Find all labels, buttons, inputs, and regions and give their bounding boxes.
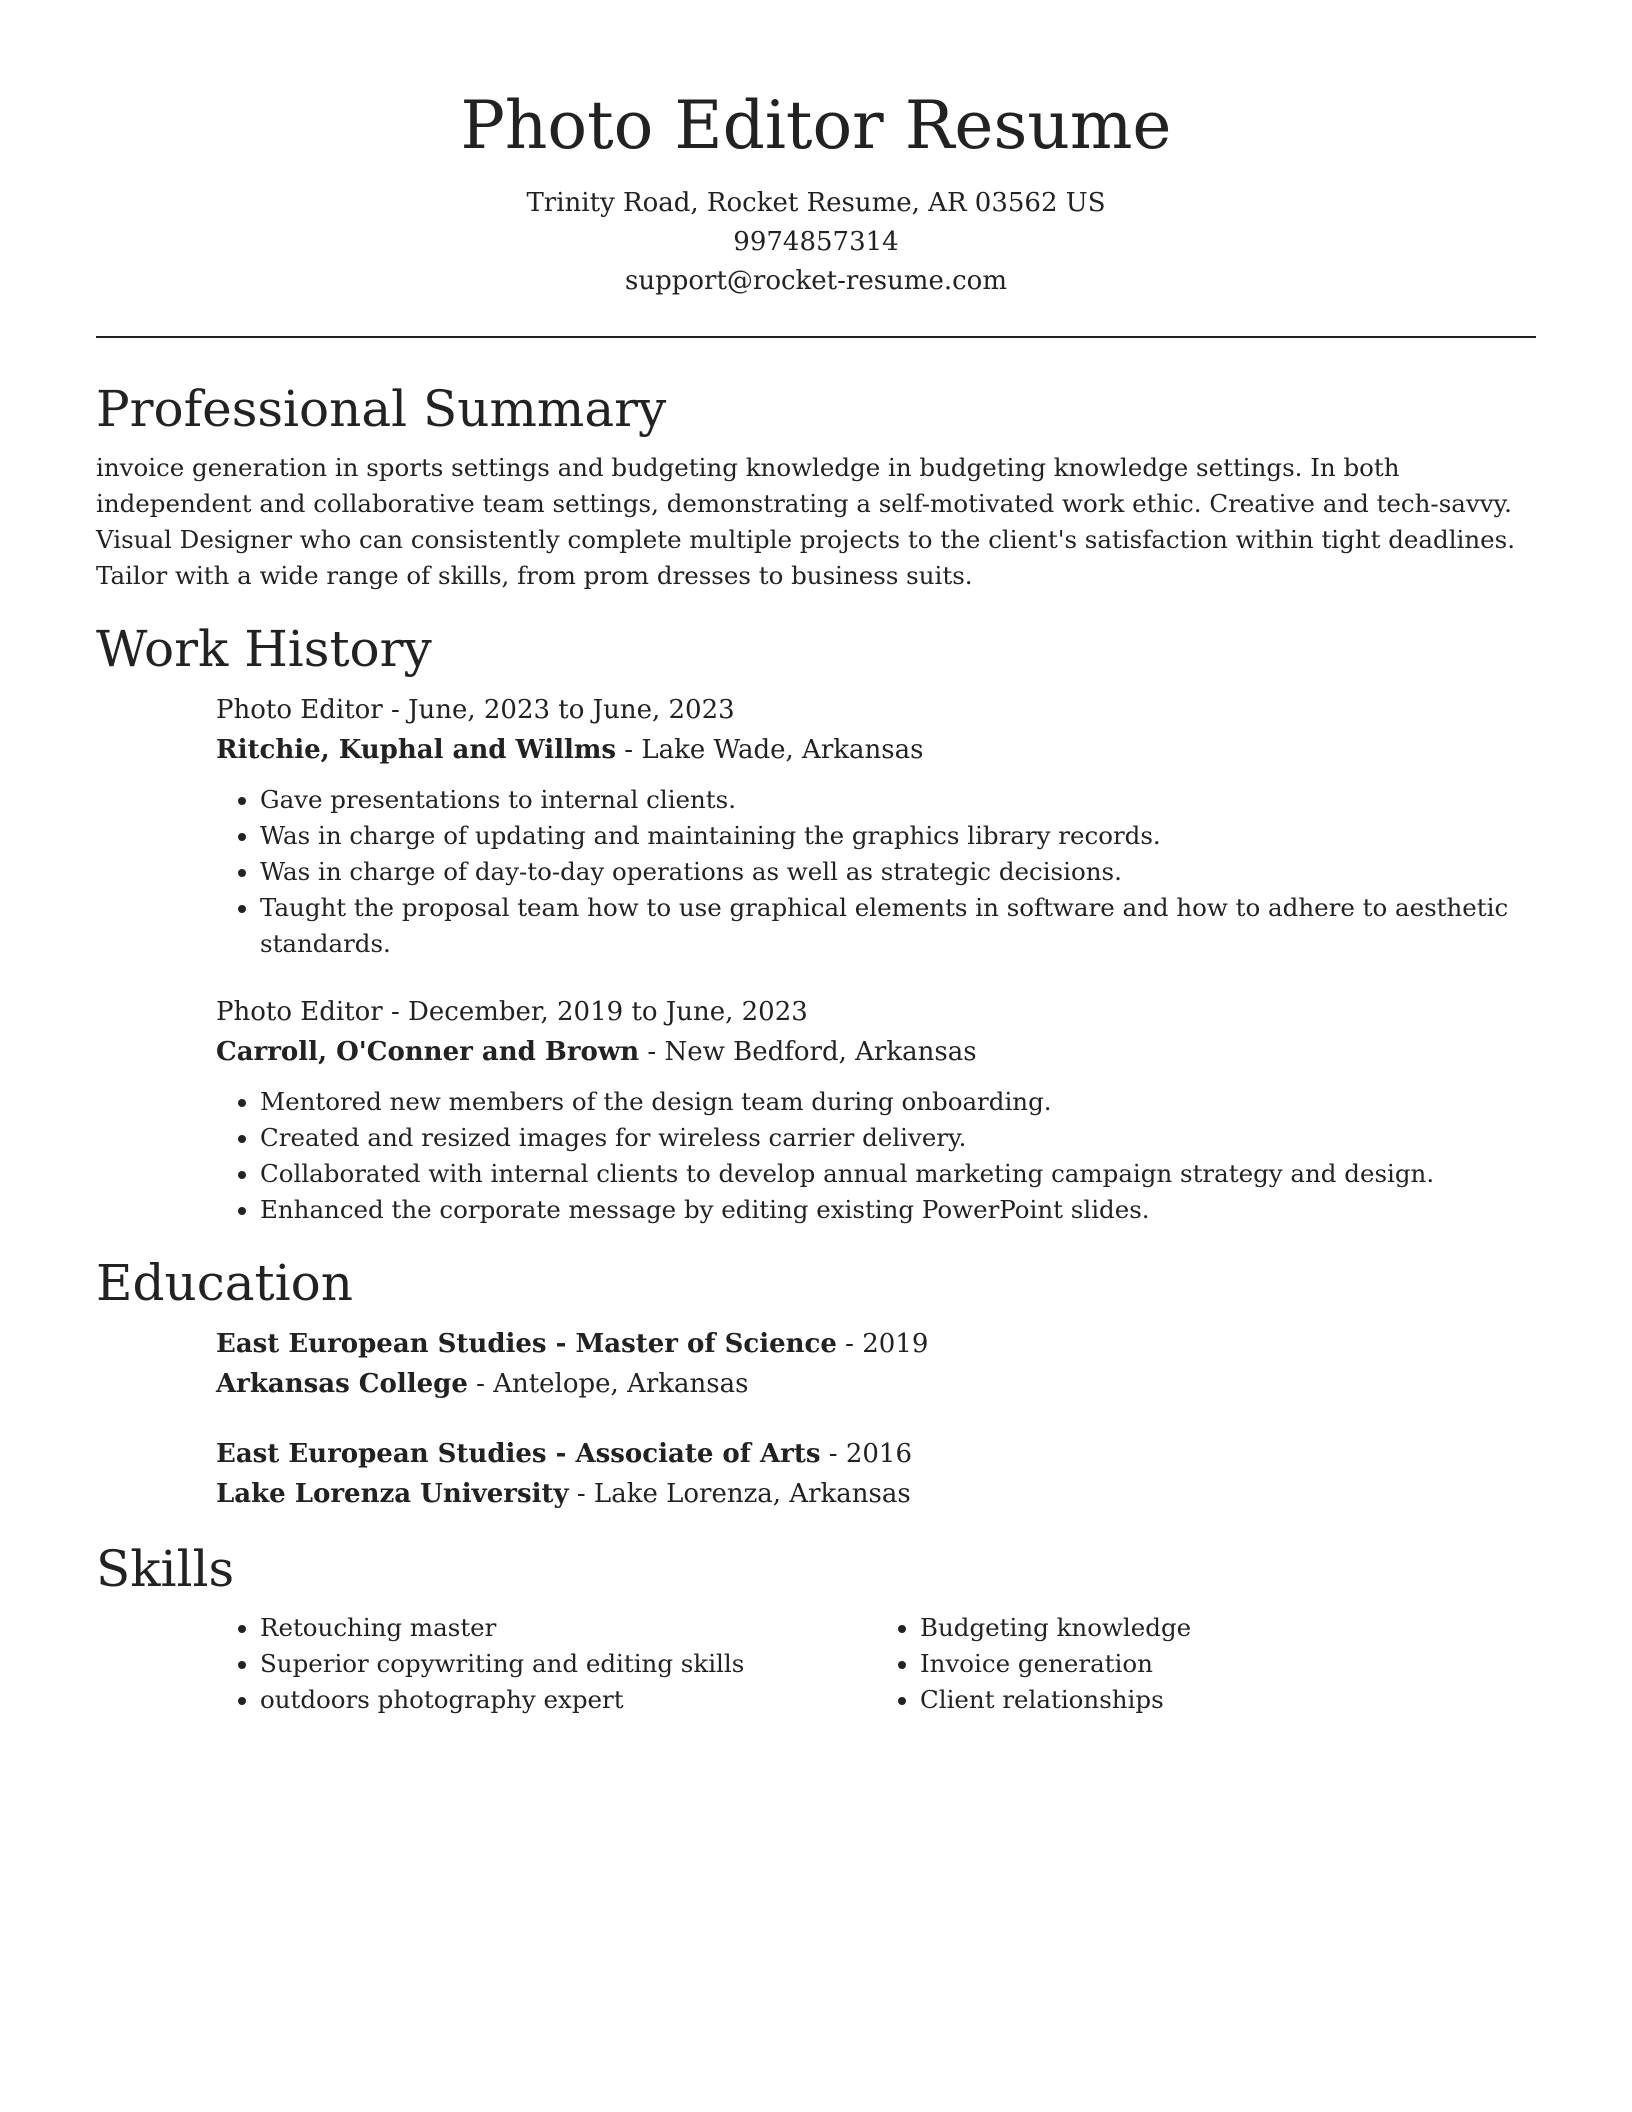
job-location: - Lake Wade, Arkansas	[616, 735, 924, 765]
job-bullet: • Collaborated with internal clients to develop annual marketing campaign strategy and design.	[260, 1156, 1536, 1192]
skill-item: • Superior copywriting and editing skills	[260, 1646, 876, 1682]
job-company-line	[216, 1032, 1536, 1072]
skills-section	[96, 1538, 1536, 1718]
education-school: Lake Lorenza University	[216, 1479, 569, 1509]
skill-item: • Retouching master	[260, 1610, 876, 1646]
job-role: Photo Editor	[216, 695, 383, 725]
education-location: - Lake Lorenza, Arkansas	[568, 1479, 911, 1509]
skill-item: • Invoice generation	[920, 1646, 1536, 1682]
job-bullet: • Taught the proposal team how to use graphical elements in software and how to adhere to aesthetic standards.	[260, 890, 1536, 962]
education-field: East European Studies	[216, 1439, 547, 1469]
job-entry	[216, 992, 1536, 1228]
resume-title: Photo Editor Resume	[460, 87, 1172, 164]
job-bullets	[216, 1084, 1536, 1228]
contact-phone: 9974857314	[733, 227, 899, 257]
job-dates: - June, 2023 to June, 2023	[382, 695, 735, 725]
job-company: Carroll, O'Conner and Brown	[216, 1037, 640, 1067]
contact-block	[96, 184, 1536, 301]
job-role: Photo Editor	[216, 997, 383, 1027]
summary-section	[96, 378, 1536, 594]
education-degree: - Associate of Arts	[546, 1439, 821, 1469]
job-bullet: • Mentored new members of the design team during onboarding.	[260, 1084, 1536, 1120]
contact-email: support@rocket-resume.com	[624, 266, 1007, 296]
skill-item: • Budgeting knowledge	[920, 1610, 1536, 1646]
summary-text: invoice generation in sports settings and budgeting knowledge in budgeting knowledge settings. In both independent and collaborative team settings, demonstrating a self-motivated work ethic. Creative and tech-savvy. Visual Designer who can consistently complete multiple projects to the client's satisfaction within tight deadlines. Tailor with a wide range of skills, from prom dresses to business suits.	[96, 453, 1516, 590]
resume-page	[96, 0, 1536, 1718]
job-bullet: • Gave presentations to internal clients.	[260, 782, 1536, 818]
education-heading: Education	[96, 1254, 353, 1312]
skills-heading: Skills	[96, 1540, 235, 1598]
education-school-line	[216, 1474, 1536, 1514]
skills-list-right	[876, 1610, 1536, 1718]
education-entry	[216, 1324, 1536, 1404]
work-heading: Work History	[96, 620, 432, 678]
education-field: East European Studies	[216, 1329, 547, 1359]
job-company-line	[216, 730, 1536, 770]
education-school: Arkansas College	[216, 1369, 468, 1399]
skills-list-left	[216, 1610, 876, 1718]
education-entry	[216, 1434, 1536, 1514]
header-divider	[96, 336, 1536, 338]
education-degree: - Master of Science	[546, 1329, 837, 1359]
job-bullet: • Was in charge of updating and maintaining the graphics library records.	[260, 818, 1536, 854]
job-bullet: • Created and resized images for wireless carrier delivery.	[260, 1120, 1536, 1156]
work-section	[96, 618, 1536, 1228]
skill-item: • outdoors photography expert	[260, 1682, 876, 1718]
education-degree-line	[216, 1324, 1536, 1364]
job-entry	[216, 690, 1536, 962]
job-title-line	[216, 690, 1536, 730]
job-bullet: • Enhanced the corporate message by editing existing PowerPoint slides.	[260, 1192, 1536, 1228]
education-section	[96, 1252, 1536, 1514]
education-degree-line	[216, 1434, 1536, 1474]
skills-grid	[216, 1610, 1536, 1718]
job-location: - New Bedford, Arkansas	[639, 1037, 977, 1067]
contact-address: Trinity Road, Rocket Resume, AR 03562 US	[526, 188, 1106, 218]
job-title-line	[216, 992, 1536, 1032]
summary-heading: Professional Summary	[96, 380, 667, 438]
job-dates: - December, 2019 to June, 2023	[382, 997, 808, 1027]
education-year: - 2019	[836, 1329, 929, 1359]
job-bullets	[216, 782, 1536, 962]
education-year: - 2016	[820, 1439, 913, 1469]
education-location: - Antelope, Arkansas	[467, 1369, 749, 1399]
skill-item: • Client relationships	[920, 1682, 1536, 1718]
resume-header	[96, 0, 1536, 301]
job-company: Ritchie, Kuphal and Willms	[216, 735, 617, 765]
education-school-line	[216, 1364, 1536, 1404]
job-bullet: • Was in charge of day-to-day operations as well as strategic decisions.	[260, 854, 1536, 890]
